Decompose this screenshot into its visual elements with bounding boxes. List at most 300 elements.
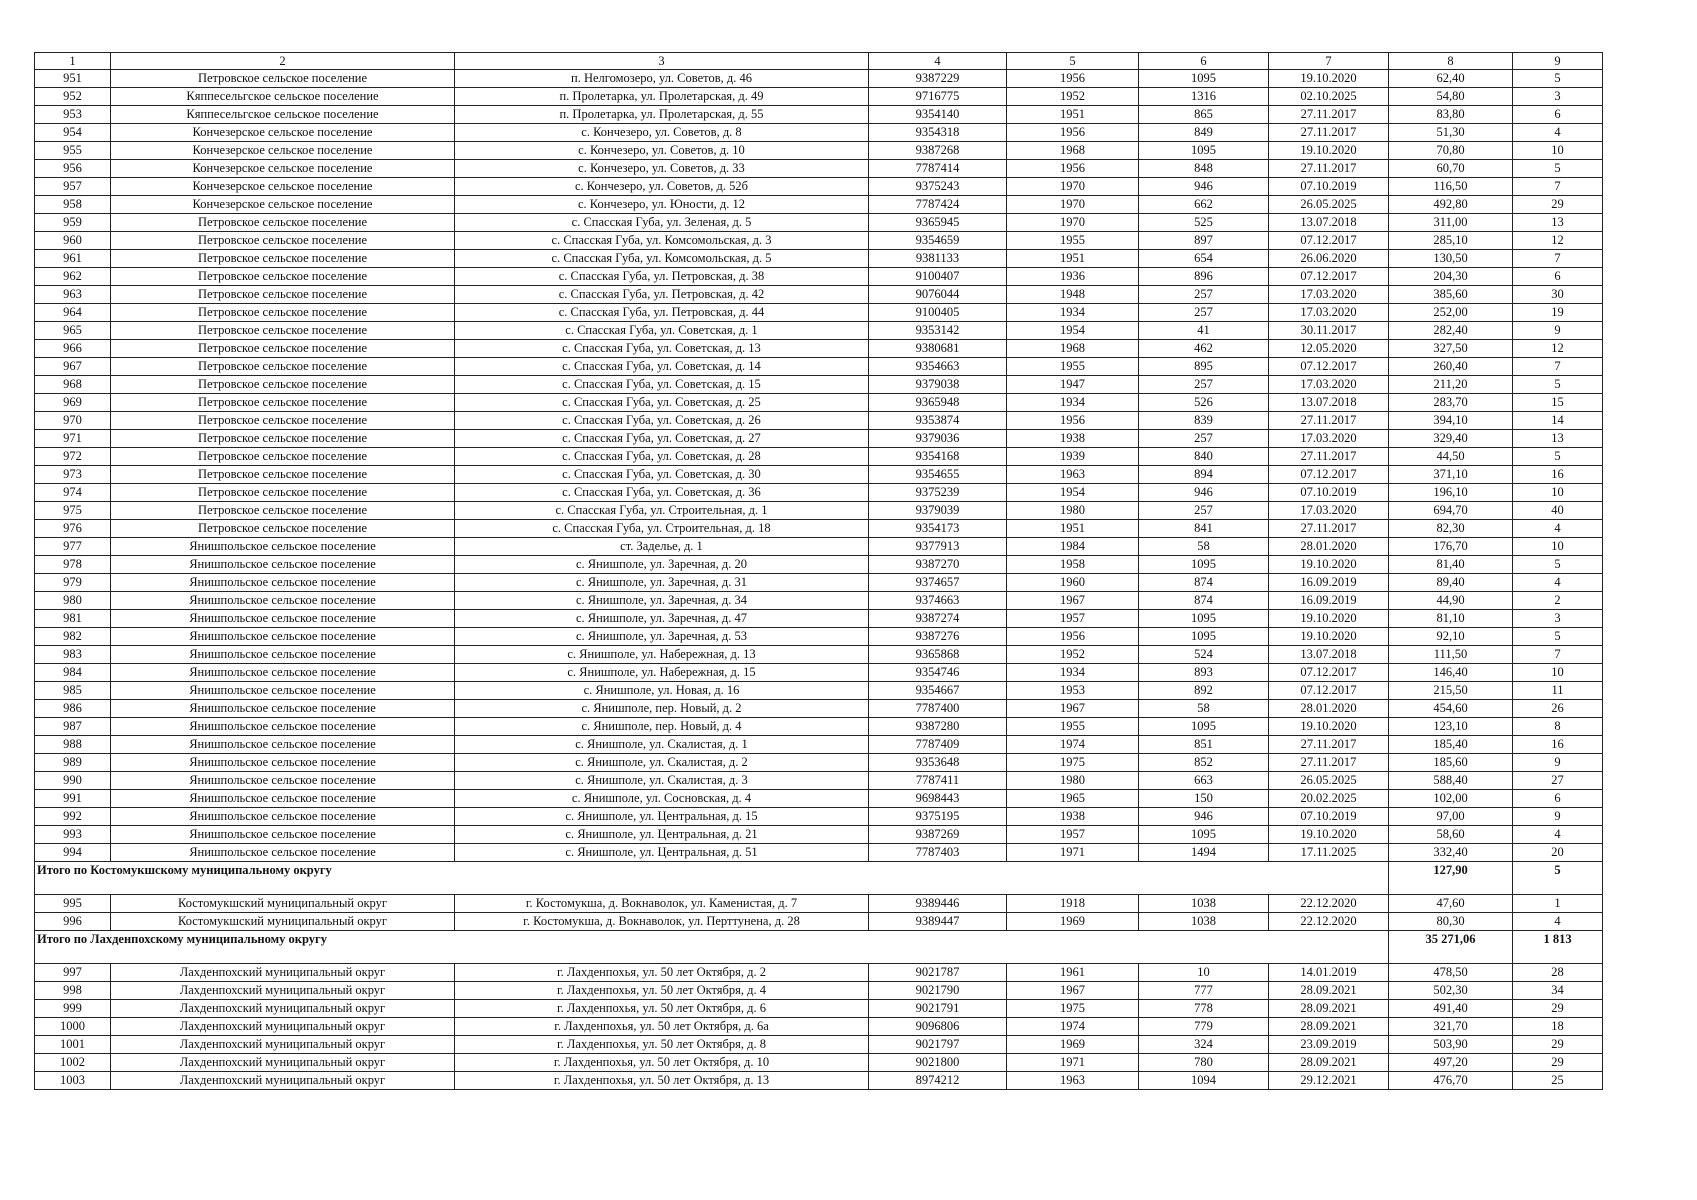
residents-cell: 9 (1513, 322, 1603, 340)
row-number-cell: 984 (35, 664, 111, 682)
area-cell: 47,60 (1389, 895, 1513, 913)
residents-cell: 28 (1513, 964, 1603, 982)
date-cell: 16.09.2019 (1269, 592, 1389, 610)
residents-cell: 40 (1513, 502, 1603, 520)
order-number-cell: 1095 (1139, 826, 1269, 844)
residents-cell: 14 (1513, 412, 1603, 430)
date-cell: 16.09.2019 (1269, 574, 1389, 592)
area-cell: 285,10 (1389, 232, 1513, 250)
row-number-cell: 980 (35, 592, 111, 610)
area-cell: 146,40 (1389, 664, 1513, 682)
settlement-cell: Янишпольское сельское поселение (111, 610, 455, 628)
address-cell: с. Спасская Губа, ул. Строительная, д. 18 (455, 520, 869, 538)
area-cell: 62,40 (1389, 70, 1513, 88)
address-cell: г. Лахденпохья, ул. 50 лет Октября, д. 6 (455, 1000, 869, 1018)
residents-cell: 4 (1513, 574, 1603, 592)
code-cell: 7787424 (869, 196, 1007, 214)
area-cell: 497,20 (1389, 1054, 1513, 1072)
address-cell: с. Спасская Губа, ул. Строительная, д. 1 (455, 502, 869, 520)
code-cell: 9021791 (869, 1000, 1007, 1018)
residents-cell: 3 (1513, 88, 1603, 106)
row-number-cell: 975 (35, 502, 111, 520)
date-cell: 28.01.2020 (1269, 538, 1389, 556)
year-cell: 1970 (1007, 196, 1139, 214)
settlement-cell: Петровское сельское поселение (111, 484, 455, 502)
address-cell: с. Янишполе, ул. Скалистая, д. 3 (455, 772, 869, 790)
code-cell: 9354746 (869, 664, 1007, 682)
settlement-cell: Янишпольское сельское поселение (111, 538, 455, 556)
table-row (35, 718, 1603, 736)
residents-cell: 6 (1513, 106, 1603, 124)
year-cell: 1954 (1007, 484, 1139, 502)
address-cell: с. Спасская Губа, ул. Петровская, д. 44 (455, 304, 869, 322)
settlement-cell: Петровское сельское поселение (111, 520, 455, 538)
code-cell: 9021787 (869, 964, 1007, 982)
year-cell: 1967 (1007, 592, 1139, 610)
residents-cell: 4 (1513, 520, 1603, 538)
code-cell: 9379039 (869, 502, 1007, 520)
year-cell: 1961 (1007, 964, 1139, 982)
header-row (35, 53, 1603, 70)
row-number-cell: 1003 (35, 1072, 111, 1090)
table-row (35, 682, 1603, 700)
code-cell: 9354667 (869, 682, 1007, 700)
code-cell: 7787400 (869, 700, 1007, 718)
table-row (35, 754, 1603, 772)
year-cell: 1960 (1007, 574, 1139, 592)
table-row (35, 628, 1603, 646)
address-cell: с. Спасская Губа, ул. Советская, д. 14 (455, 358, 869, 376)
table-row (35, 304, 1603, 322)
code-cell: 9379038 (869, 376, 1007, 394)
code-cell: 9021800 (869, 1054, 1007, 1072)
table-row (35, 610, 1603, 628)
address-cell: г. Лахденпохья, ул. 50 лет Октября, д. 8 (455, 1036, 869, 1054)
date-cell: 13.07.2018 (1269, 646, 1389, 664)
settlement-cell: Янишпольское сельское поселение (111, 718, 455, 736)
date-cell: 27.11.2017 (1269, 412, 1389, 430)
order-number-cell: 1316 (1139, 88, 1269, 106)
code-cell: 9354659 (869, 232, 1007, 250)
year-cell: 1947 (1007, 376, 1139, 394)
table-row (35, 574, 1603, 592)
residents-cell: 1 (1513, 895, 1603, 913)
residents-cell: 29 (1513, 1000, 1603, 1018)
year-cell: 1965 (1007, 790, 1139, 808)
date-cell: 28.09.2021 (1269, 982, 1389, 1000)
date-cell: 19.10.2020 (1269, 556, 1389, 574)
address-cell: с. Янишполе, ул. Заречная, д. 31 (455, 574, 869, 592)
code-cell: 9379036 (869, 430, 1007, 448)
residents-cell: 16 (1513, 736, 1603, 754)
row-number-cell: 958 (35, 196, 111, 214)
settlement-cell: Лахденпохский муниципальный округ (111, 1072, 455, 1090)
residents-cell: 15 (1513, 394, 1603, 412)
residents-cell: 9 (1513, 754, 1603, 772)
table-row (35, 142, 1603, 160)
row-number-cell: 978 (35, 556, 111, 574)
code-cell: 9389446 (869, 895, 1007, 913)
date-cell: 27.11.2017 (1269, 736, 1389, 754)
year-cell: 1975 (1007, 1000, 1139, 1018)
order-number-cell: 1095 (1139, 628, 1269, 646)
row-number-cell: 972 (35, 448, 111, 466)
order-number-cell: 779 (1139, 1018, 1269, 1036)
table-body (35, 53, 1603, 1090)
address-cell: с. Янишполе, ул. Заречная, д. 47 (455, 610, 869, 628)
code-cell: 9387274 (869, 610, 1007, 628)
row-number-cell: 974 (35, 484, 111, 502)
row-number-cell: 986 (35, 700, 111, 718)
year-cell: 1956 (1007, 628, 1139, 646)
row-number-cell: 981 (35, 610, 111, 628)
year-cell: 1951 (1007, 520, 1139, 538)
order-number-cell: 1094 (1139, 1072, 1269, 1090)
row-number-cell: 960 (35, 232, 111, 250)
address-cell: с. Кончезеро, ул. Юности, д. 12 (455, 196, 869, 214)
year-cell: 1980 (1007, 502, 1139, 520)
address-cell: с. Янишполе, ул. Заречная, д. 34 (455, 592, 869, 610)
year-cell: 1952 (1007, 88, 1139, 106)
date-cell: 20.02.2025 (1269, 790, 1389, 808)
settlement-cell: Янишпольское сельское поселение (111, 682, 455, 700)
table-row (35, 646, 1603, 664)
address-cell: с. Янишполе, ул. Новая, д. 16 (455, 682, 869, 700)
area-cell: 491,40 (1389, 1000, 1513, 1018)
area-cell: 130,50 (1389, 250, 1513, 268)
address-cell: с. Спасская Губа, ул. Советская, д. 27 (455, 430, 869, 448)
settlement-cell: Лахденпохский муниципальный округ (111, 964, 455, 982)
code-cell: 9716775 (869, 88, 1007, 106)
settlement-cell: Петровское сельское поселение (111, 214, 455, 232)
area-cell: 116,50 (1389, 178, 1513, 196)
row-number-cell: 990 (35, 772, 111, 790)
row-number-cell: 967 (35, 358, 111, 376)
table-row (35, 466, 1603, 484)
residents-cell: 13 (1513, 430, 1603, 448)
date-cell: 19.10.2020 (1269, 718, 1389, 736)
row-number-cell: 955 (35, 142, 111, 160)
address-cell: с. Янишполе, ул. Скалистая, д. 1 (455, 736, 869, 754)
row-number-cell: 995 (35, 895, 111, 913)
settlement-cell: Кончезерское сельское поселение (111, 142, 455, 160)
address-cell: с. Кончезеро, ул. Советов, д. 8 (455, 124, 869, 142)
date-cell: 17.11.2025 (1269, 844, 1389, 862)
row-number-cell: 965 (35, 322, 111, 340)
table-row (35, 214, 1603, 232)
address-cell: с. Янишполе, ул. Скалистая, д. 2 (455, 754, 869, 772)
address-cell: с. Янишполе, ул. Набережная, д. 13 (455, 646, 869, 664)
area-cell: 102,00 (1389, 790, 1513, 808)
subtotal-count: 5 (1513, 862, 1603, 895)
date-cell: 19.10.2020 (1269, 826, 1389, 844)
order-number-cell: 1038 (1139, 913, 1269, 931)
order-number-cell: 10 (1139, 964, 1269, 982)
residents-cell: 4 (1513, 826, 1603, 844)
residents-cell: 19 (1513, 304, 1603, 322)
area-cell: 588,40 (1389, 772, 1513, 790)
residents-cell: 4 (1513, 913, 1603, 931)
settlement-cell: Петровское сельское поселение (111, 394, 455, 412)
year-cell: 1956 (1007, 412, 1139, 430)
table-row (35, 178, 1603, 196)
table-row (35, 322, 1603, 340)
area-cell: 81,10 (1389, 610, 1513, 628)
date-cell: 26.05.2025 (1269, 196, 1389, 214)
area-cell: 371,10 (1389, 466, 1513, 484)
year-cell: 1957 (1007, 610, 1139, 628)
row-number-cell: 971 (35, 430, 111, 448)
code-cell: 9387268 (869, 142, 1007, 160)
row-number-cell: 957 (35, 178, 111, 196)
order-number-cell: 874 (1139, 592, 1269, 610)
year-cell: 1967 (1007, 700, 1139, 718)
date-cell: 27.11.2017 (1269, 754, 1389, 772)
order-number-cell: 1095 (1139, 610, 1269, 628)
column-header: 6 (1139, 53, 1269, 70)
year-cell: 1957 (1007, 826, 1139, 844)
date-cell: 13.07.2018 (1269, 394, 1389, 412)
year-cell: 1971 (1007, 1054, 1139, 1072)
code-cell: 7787411 (869, 772, 1007, 790)
area-cell: 111,50 (1389, 646, 1513, 664)
year-cell: 1951 (1007, 250, 1139, 268)
order-number-cell: 41 (1139, 322, 1269, 340)
address-cell: с. Спасская Губа, ул. Советская, д. 30 (455, 466, 869, 484)
date-cell: 07.10.2019 (1269, 484, 1389, 502)
settlement-cell: Янишпольское сельское поселение (111, 844, 455, 862)
address-cell: п. Пролетарка, ул. Пролетарская, д. 49 (455, 88, 869, 106)
row-number-cell: 994 (35, 844, 111, 862)
code-cell: 9365868 (869, 646, 1007, 664)
table-row (35, 286, 1603, 304)
code-cell: 9381133 (869, 250, 1007, 268)
area-cell: 44,50 (1389, 448, 1513, 466)
address-cell: с. Спасская Губа, ул. Зеленая, д. 5 (455, 214, 869, 232)
code-cell: 9387269 (869, 826, 1007, 844)
settlement-cell: Костомукшский муниципальный округ (111, 895, 455, 913)
order-number-cell: 58 (1139, 700, 1269, 718)
address-cell: с. Янишполе, ул. Заречная, д. 53 (455, 628, 869, 646)
order-number-cell: 257 (1139, 430, 1269, 448)
address-cell: с. Янишполе, ул. Сосновская, д. 4 (455, 790, 869, 808)
settlement-cell: Кончезерское сельское поселение (111, 178, 455, 196)
address-cell: с. Спасская Губа, ул. Советская, д. 26 (455, 412, 869, 430)
order-number-cell: 849 (1139, 124, 1269, 142)
date-cell: 07.12.2017 (1269, 268, 1389, 286)
residents-cell: 4 (1513, 124, 1603, 142)
code-cell: 9377913 (869, 538, 1007, 556)
date-cell: 28.09.2021 (1269, 1000, 1389, 1018)
residents-cell: 5 (1513, 556, 1603, 574)
table-row (35, 250, 1603, 268)
area-cell: 321,70 (1389, 1018, 1513, 1036)
column-header: 8 (1389, 53, 1513, 70)
settlement-cell: Янишпольское сельское поселение (111, 574, 455, 592)
year-cell: 1956 (1007, 160, 1139, 178)
row-number-cell: 976 (35, 520, 111, 538)
year-cell: 1969 (1007, 1036, 1139, 1054)
area-cell: 97,00 (1389, 808, 1513, 826)
settlement-cell: Лахденпохский муниципальный округ (111, 1000, 455, 1018)
year-cell: 1952 (1007, 646, 1139, 664)
residents-cell: 25 (1513, 1072, 1603, 1090)
code-cell: 9354140 (869, 106, 1007, 124)
code-cell: 9076044 (869, 286, 1007, 304)
settlement-cell: Костомукшский муниципальный округ (111, 913, 455, 931)
address-cell: п. Нелгомозеро, ул. Советов, д. 46 (455, 70, 869, 88)
code-cell: 9353874 (869, 412, 1007, 430)
area-cell: 51,30 (1389, 124, 1513, 142)
subtotal-row (35, 931, 1603, 964)
area-cell: 196,10 (1389, 484, 1513, 502)
residents-cell: 5 (1513, 448, 1603, 466)
area-cell: 492,80 (1389, 196, 1513, 214)
row-number-cell: 988 (35, 736, 111, 754)
row-number-cell: 999 (35, 1000, 111, 1018)
row-number-cell: 963 (35, 286, 111, 304)
row-number-cell: 1000 (35, 1018, 111, 1036)
area-cell: 81,40 (1389, 556, 1513, 574)
settlement-cell: Петровское сельское поселение (111, 304, 455, 322)
address-cell: с. Спасская Губа, ул. Петровская, д. 42 (455, 286, 869, 304)
column-header: 1 (35, 53, 111, 70)
date-cell: 14.01.2019 (1269, 964, 1389, 982)
row-number-cell: 998 (35, 982, 111, 1000)
order-number-cell: 851 (1139, 736, 1269, 754)
area-cell: 394,10 (1389, 412, 1513, 430)
year-cell: 1970 (1007, 178, 1139, 196)
subtotal-count: 1 813 (1513, 931, 1603, 964)
subtotal-label: Итого по Костомукшскому муниципальному округу (35, 862, 1389, 895)
table-row (35, 844, 1603, 862)
area-cell: 215,50 (1389, 682, 1513, 700)
date-cell: 19.10.2020 (1269, 628, 1389, 646)
table-row (35, 913, 1603, 931)
row-number-cell: 996 (35, 913, 111, 931)
date-cell: 12.05.2020 (1269, 340, 1389, 358)
row-number-cell: 962 (35, 268, 111, 286)
area-cell: 211,20 (1389, 376, 1513, 394)
row-number-cell: 964 (35, 304, 111, 322)
date-cell: 22.12.2020 (1269, 895, 1389, 913)
residents-cell: 6 (1513, 790, 1603, 808)
register-table (34, 52, 1603, 1090)
area-cell: 476,70 (1389, 1072, 1513, 1090)
row-number-cell: 977 (35, 538, 111, 556)
row-number-cell: 991 (35, 790, 111, 808)
row-number-cell: 1002 (35, 1054, 111, 1072)
code-cell: 9354168 (869, 448, 1007, 466)
order-number-cell: 895 (1139, 358, 1269, 376)
year-cell: 1969 (1007, 913, 1139, 931)
address-cell: с. Янишполе, ул. Центральная, д. 21 (455, 826, 869, 844)
year-cell: 1939 (1007, 448, 1139, 466)
settlement-cell: Петровское сельское поселение (111, 358, 455, 376)
table-row (35, 556, 1603, 574)
address-cell: с. Спасская Губа, ул. Советская, д. 15 (455, 376, 869, 394)
column-header: 4 (869, 53, 1007, 70)
code-cell: 9100407 (869, 268, 1007, 286)
residents-cell: 3 (1513, 610, 1603, 628)
date-cell: 07.10.2019 (1269, 178, 1389, 196)
order-number-cell: 1095 (1139, 718, 1269, 736)
date-cell: 17.03.2020 (1269, 304, 1389, 322)
table-row (35, 358, 1603, 376)
table-row (35, 808, 1603, 826)
code-cell: 9353648 (869, 754, 1007, 772)
table-row (35, 826, 1603, 844)
row-number-cell: 969 (35, 394, 111, 412)
residents-cell: 5 (1513, 70, 1603, 88)
code-cell: 9387280 (869, 718, 1007, 736)
settlement-cell: Кяппесельгское сельское поселение (111, 106, 455, 124)
row-number-cell: 954 (35, 124, 111, 142)
settlement-cell: Петровское сельское поселение (111, 340, 455, 358)
area-cell: 327,50 (1389, 340, 1513, 358)
settlement-cell: Янишпольское сельское поселение (111, 628, 455, 646)
order-number-cell: 840 (1139, 448, 1269, 466)
table-row (35, 232, 1603, 250)
residents-cell: 7 (1513, 250, 1603, 268)
residents-cell: 12 (1513, 232, 1603, 250)
area-cell: 311,00 (1389, 214, 1513, 232)
address-cell: с. Спасская Губа, ул. Советская, д. 25 (455, 394, 869, 412)
table-row (35, 340, 1603, 358)
year-cell: 1953 (1007, 682, 1139, 700)
residents-cell: 10 (1513, 664, 1603, 682)
table-row (35, 538, 1603, 556)
year-cell: 1980 (1007, 772, 1139, 790)
date-cell: 19.10.2020 (1269, 142, 1389, 160)
residents-cell: 5 (1513, 628, 1603, 646)
order-number-cell: 865 (1139, 106, 1269, 124)
date-cell: 07.12.2017 (1269, 664, 1389, 682)
year-cell: 1968 (1007, 340, 1139, 358)
residents-cell: 20 (1513, 844, 1603, 862)
order-number-cell: 58 (1139, 538, 1269, 556)
address-cell: с. Кончезеро, ул. Советов, д. 33 (455, 160, 869, 178)
address-cell: г. Лахденпохья, ул. 50 лет Октября, д. 13 (455, 1072, 869, 1090)
code-cell: 9353142 (869, 322, 1007, 340)
date-cell: 28.09.2021 (1269, 1018, 1389, 1036)
subtotal-label: Итого по Лахденпохскому муниципальному округу (35, 931, 1389, 964)
residents-cell: 34 (1513, 982, 1603, 1000)
column-header: 3 (455, 53, 869, 70)
area-cell: 80,30 (1389, 913, 1513, 931)
order-number-cell: 662 (1139, 196, 1269, 214)
residents-cell: 16 (1513, 466, 1603, 484)
code-cell: 9374657 (869, 574, 1007, 592)
order-number-cell: 1095 (1139, 142, 1269, 160)
settlement-cell: Янишпольское сельское поселение (111, 592, 455, 610)
row-number-cell: 993 (35, 826, 111, 844)
settlement-cell: Петровское сельское поселение (111, 250, 455, 268)
address-cell: г. Лахденпохья, ул. 50 лет Октября, д. 2 (455, 964, 869, 982)
area-cell: 332,40 (1389, 844, 1513, 862)
code-cell: 9375195 (869, 808, 1007, 826)
settlement-cell: Кончезерское сельское поселение (111, 124, 455, 142)
table-row (35, 982, 1603, 1000)
row-number-cell: 979 (35, 574, 111, 592)
address-cell: г. Лахденпохья, ул. 50 лет Октября, д. 4 (455, 982, 869, 1000)
area-cell: 283,70 (1389, 394, 1513, 412)
row-number-cell: 973 (35, 466, 111, 484)
order-number-cell: 897 (1139, 232, 1269, 250)
date-cell: 28.09.2021 (1269, 1054, 1389, 1072)
table-row (35, 106, 1603, 124)
table-row (35, 448, 1603, 466)
